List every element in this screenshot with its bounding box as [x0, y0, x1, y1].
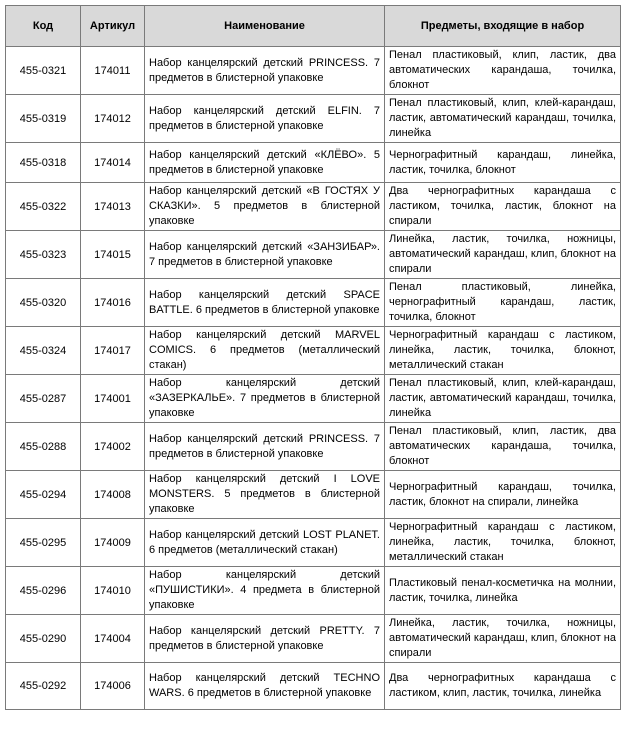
- cell-name: Набор канцелярский детский PRINCESS. 7 предметов в блистерной упаковке: [145, 423, 385, 471]
- cell-article: 174010: [81, 567, 145, 615]
- cell-article: 174004: [81, 615, 145, 663]
- table-row: [6, 183, 621, 231]
- cell-article: 174002: [81, 423, 145, 471]
- table-body: [6, 47, 621, 710]
- cell-items: Чернографитный карандаш, линейка, ластик, точилка, блокнот: [385, 143, 621, 183]
- cell-code: 455-0294: [6, 471, 81, 519]
- cell-name: Набор канцелярский детский «ЗАЗЕРКАЛЬЕ». 7 предметов в блистерной упаковке: [145, 375, 385, 423]
- cell-name: Набор канцелярский детский SPACE BATTLE. 6 предметов в блистерной упаковке: [145, 279, 385, 327]
- cell-code: 455-0295: [6, 519, 81, 567]
- cell-code: 455-0290: [6, 615, 81, 663]
- cell-name: Набор канцелярский детский ELFIN. 7 предметов в блистерной упаковке: [145, 95, 385, 143]
- cell-items: Чернографитный карандаш, точилка, ластик, блокнот на спирали, линейка: [385, 471, 621, 519]
- header-items: Предметы, входящие в набор: [385, 6, 621, 47]
- cell-code: 455-0318: [6, 143, 81, 183]
- cell-code: 455-0319: [6, 95, 81, 143]
- cell-items: Чернографитный карандаш с ластиком, линейка, ластик, точилка, блокнот, металлический стакан: [385, 519, 621, 567]
- cell-article: 174006: [81, 663, 145, 710]
- table-row: [6, 375, 621, 423]
- table-row: [6, 231, 621, 279]
- cell-items: Пластиковый пенал-косметичка на молнии, ластик, точилка, линейка: [385, 567, 621, 615]
- cell-article: 174001: [81, 375, 145, 423]
- cell-code: 455-0324: [6, 327, 81, 375]
- cell-items: Пенал пластиковый, клип, ластик, два автоматических карандаша, точилка, блокнот: [385, 47, 621, 95]
- table-row: [6, 423, 621, 471]
- cell-name: Набор канцелярский детский «В ГОСТЯХ У СКАЗКИ». 5 предметов в блистерной упаковке: [145, 183, 385, 231]
- table-row: [6, 327, 621, 375]
- cell-items: Два чернографитных карандаша с ластиком, клип, ластик, точилка, линейка: [385, 663, 621, 710]
- cell-items: Пенал пластиковый, клип, клей-карандаш, ластик, автоматический карандаш, точилка, линейка: [385, 375, 621, 423]
- cell-name: Набор канцелярский детский TECHNO WARS. 6 предметов в блистерной упаковке: [145, 663, 385, 710]
- table-row: [6, 663, 621, 710]
- cell-code: 455-0287: [6, 375, 81, 423]
- cell-article: 174013: [81, 183, 145, 231]
- header-name: Наименование: [145, 6, 385, 47]
- cell-items: Линейка, ластик, точилка, ножницы, автоматический карандаш, клип, блокнот на спирали: [385, 615, 621, 663]
- cell-name: Набор канцелярский детский LOST PLANET. 6 предметов (металлический стакан): [145, 519, 385, 567]
- cell-article: 174015: [81, 231, 145, 279]
- cell-name: Набор канцелярский детский MARVEL COMICS. 6 предметов (металлический стакан): [145, 327, 385, 375]
- header-article: Артикул: [81, 6, 145, 47]
- cell-name: Набор канцелярский детский «ПУШИСТИКИ». 4 предмета в блистерной упаковке: [145, 567, 385, 615]
- cell-code: 455-0292: [6, 663, 81, 710]
- table-row: [6, 519, 621, 567]
- cell-name: Набор канцелярский детский I LOVE MONSTERS. 5 предметов в блистерной упаковке: [145, 471, 385, 519]
- cell-items: Чернографитный карандаш с ластиком, линейка, ластик, точилка, блокнот, металлический стакан: [385, 327, 621, 375]
- cell-items: Пенал пластиковый, линейка, чернографитный карандаш, ластик, точилка, блокнот: [385, 279, 621, 327]
- table-row: [6, 471, 621, 519]
- cell-article: 174014: [81, 143, 145, 183]
- cell-article: 174008: [81, 471, 145, 519]
- product-sets-table: [5, 5, 621, 710]
- cell-code: 455-0296: [6, 567, 81, 615]
- cell-items: Два чернографитных карандаша с ластиком, точилка, ластик, блокнот на спирали: [385, 183, 621, 231]
- cell-name: Набор канцелярский детский PRINCESS. 7 предметов в блистерной упаковке: [145, 47, 385, 95]
- cell-code: 455-0288: [6, 423, 81, 471]
- cell-article: 174016: [81, 279, 145, 327]
- cell-items: Пенал пластиковый, клип, ластик, два автоматических карандаша, точилка, блокнот: [385, 423, 621, 471]
- cell-article: 174009: [81, 519, 145, 567]
- cell-name: Набор канцелярский детский «ЗАНЗИБАР». 7 предметов в блистерной упаковке: [145, 231, 385, 279]
- table-row: [6, 615, 621, 663]
- header-row: [6, 6, 621, 47]
- table-row: [6, 143, 621, 183]
- cell-name: Набор канцелярский детский PRETTY. 7 предметов в блистерной упаковке: [145, 615, 385, 663]
- table-row: [6, 47, 621, 95]
- cell-code: 455-0323: [6, 231, 81, 279]
- cell-name: Набор канцелярский детский «КЛЁВО». 5 предметов в блистерной упаковке: [145, 143, 385, 183]
- table-row: [6, 567, 621, 615]
- cell-code: 455-0321: [6, 47, 81, 95]
- cell-code: 455-0320: [6, 279, 81, 327]
- cell-items: Пенал пластиковый, клип, клей-карандаш, ластик, автоматический карандаш, точилка, линейка: [385, 95, 621, 143]
- cell-article: 174011: [81, 47, 145, 95]
- cell-article: 174012: [81, 95, 145, 143]
- cell-code: 455-0322: [6, 183, 81, 231]
- table-row: [6, 95, 621, 143]
- cell-items: Линейка, ластик, точилка, ножницы, автоматический карандаш, клип, блокнот на спирали: [385, 231, 621, 279]
- header-code: Код: [6, 6, 81, 47]
- cell-article: 174017: [81, 327, 145, 375]
- table-row: [6, 279, 621, 327]
